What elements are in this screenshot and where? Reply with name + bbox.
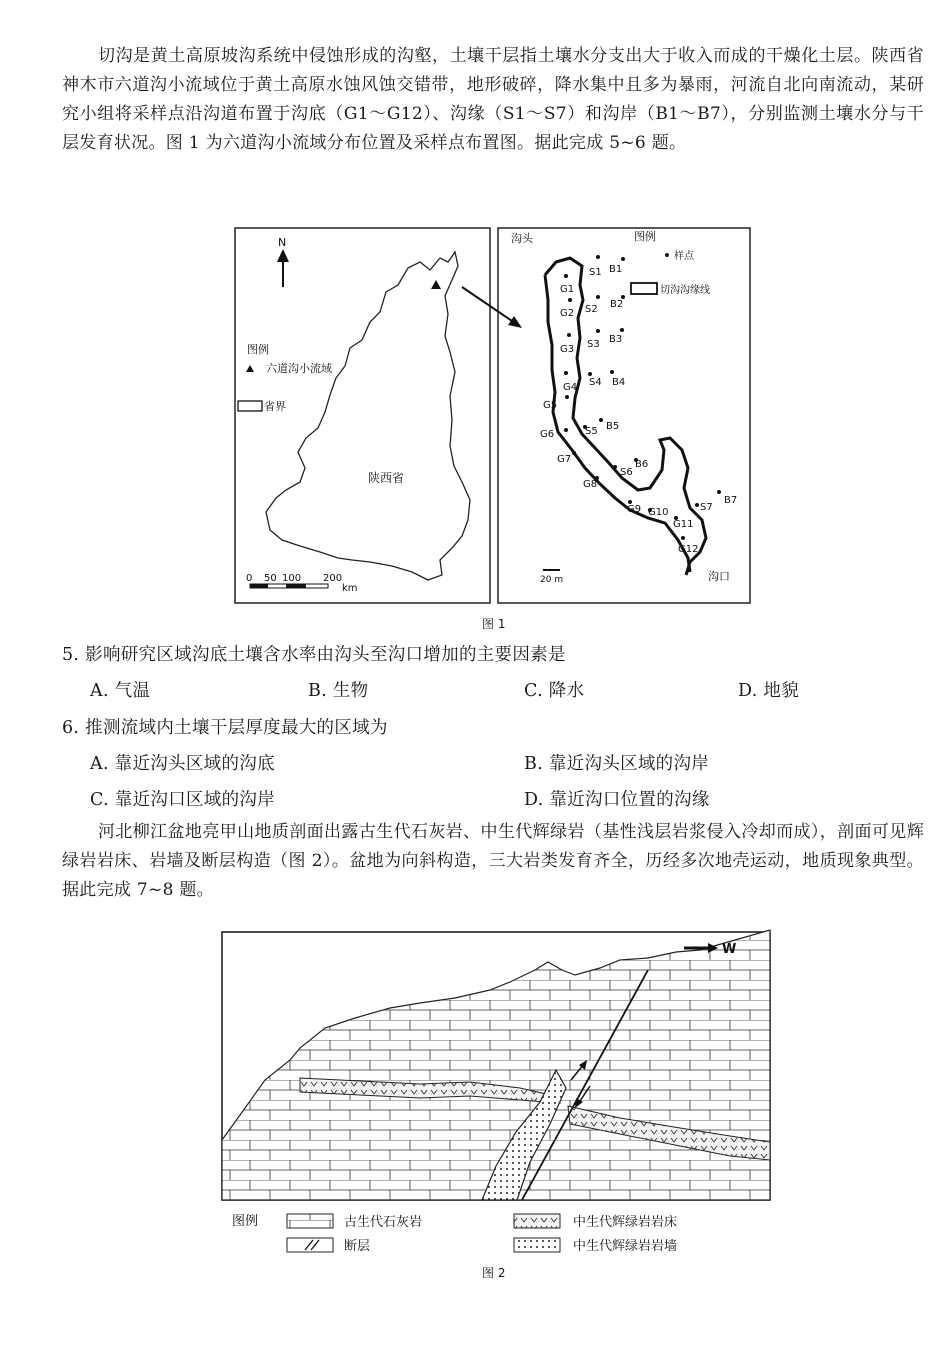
label-G5: G5	[543, 400, 558, 411]
passage-2: 河北柳江盆地亮甲山地质剖面出露古生代石灰岩、中生代辉绿岩（基性浅层岩浆侵入冷却而成），剖面可见辉绿岩岩床、岩墙及断层构造（图 2）。盆地为向斜构造，三大岩类发育齐全，历经多次地壳运动，地质现象典型。据此完成 7~8 题。	[62, 822, 924, 900]
label-G7: G7	[557, 454, 572, 465]
label-B6: B6	[635, 459, 649, 470]
gully-mouth-label: 沟口	[708, 570, 730, 583]
label-B5: B5	[606, 421, 620, 432]
figure-2	[0, 920, 950, 1300]
north-label: N	[278, 236, 287, 249]
gully-head-label: 沟头	[511, 232, 533, 245]
figure-2-caption: 图 2	[482, 1266, 506, 1280]
figure-1-right-panel	[498, 228, 750, 603]
legend-line-swatch	[631, 283, 657, 294]
legend-sill-swatch	[514, 1214, 560, 1228]
legend-title-left: 图例	[247, 343, 269, 356]
legend-fault-label: 断层	[344, 1239, 371, 1254]
legend-title-right: 图例	[634, 230, 656, 243]
legend-boundary-label: 省界	[264, 400, 286, 413]
legend-dike-swatch	[514, 1238, 560, 1252]
legend-title-fig2: 图例	[232, 1214, 259, 1229]
direction-label: W	[722, 942, 737, 957]
legend-limestone-label: 古生代石灰岩	[344, 1215, 423, 1230]
site-marker-icon	[431, 280, 441, 289]
q5-option-c[interactable]: C. 降水	[524, 681, 585, 701]
scale-label-100: 100	[282, 573, 302, 584]
shaanxi-outline	[266, 252, 470, 580]
label-G12: G12	[678, 544, 699, 555]
label-S1: S1	[589, 267, 602, 278]
legend-boundary-swatch	[238, 401, 262, 411]
label-S5: S5	[585, 426, 598, 437]
label-S3: S3	[587, 339, 600, 350]
q6-option-c[interactable]: C. 靠近沟口区域的沟岸	[90, 790, 275, 810]
scale-unit: km	[342, 583, 358, 594]
scale-label-200: 200	[323, 573, 343, 584]
legend-sill-label: 中生代辉绿岩岩床	[573, 1215, 678, 1230]
label-G3: G3	[560, 344, 575, 355]
label-G11: G11	[673, 519, 694, 530]
legend-point-label: 样点	[674, 251, 694, 262]
label-G10: G10	[648, 507, 669, 518]
scale-label-right: 20 m	[540, 575, 564, 585]
label-G2: G2	[560, 308, 575, 319]
legend-fault-swatch	[287, 1238, 333, 1252]
north-arrow-icon	[277, 249, 289, 287]
q5-option-b[interactable]: B. 生物	[308, 681, 369, 701]
q6-option-b[interactable]: B. 靠近沟头区域的沟岸	[524, 754, 710, 774]
label-G9: G9	[627, 504, 642, 515]
scale-bar-left	[250, 584, 328, 588]
legend-triangle-icon	[246, 365, 254, 372]
q5-option-d[interactable]: D. 地貌	[738, 681, 800, 701]
legend-dike-label: 中生代辉绿岩岩墙	[573, 1239, 678, 1254]
label-B4: B4	[612, 377, 626, 388]
scale-label-0: 0	[246, 573, 253, 584]
sample-points	[564, 255, 721, 540]
label-S7: S7	[700, 502, 713, 513]
label-B1: B1	[609, 264, 623, 275]
q6-option-d[interactable]: D. 靠近沟口位置的沟缘	[524, 790, 710, 810]
q5-option-a[interactable]: A. 气温	[90, 681, 151, 701]
label-B3: B3	[609, 334, 623, 345]
legend-line-label: 切沟沟缘线	[660, 285, 710, 296]
label-G6: G6	[540, 429, 555, 440]
legend-point-icon	[665, 253, 669, 257]
label-S2: S2	[585, 304, 598, 315]
question-6-stem: 6. 推测流域内土壤干层厚度最大的区域为	[62, 718, 388, 738]
label-G1: G1	[560, 284, 575, 295]
zoom-arrow	[462, 287, 522, 328]
label-B2: B2	[610, 299, 624, 310]
label-B7: B7	[724, 495, 738, 506]
legend-limestone-swatch	[287, 1214, 333, 1228]
label-S6: S6	[620, 467, 633, 478]
legend-site-label: 六道沟小流域	[266, 362, 332, 375]
passage-1: 切沟是黄土高原坡沟系统中侵蚀形成的沟壑，土壤干层指土壤水分支出大于收入而成的干燥化土层。陕西省神木市六道沟小流域位于黄土高原水蚀风蚀交错带，地形破碎，降水集中且多为暴雨，河流自北向南流动，某研究小组将采样点沿沟道布置于沟底（G1～G12）、沟缘（S1～S7）和沟岸（B1～B7），分别监测土壤水分与干层发育状况。图 1 为六道沟小流域分布位置及采样点布置图。据此完成 5~6 题。	[62, 46, 924, 153]
label-G8: G8	[583, 479, 598, 490]
figure-1-caption: 图 1	[482, 617, 506, 631]
figure-1	[0, 0, 950, 640]
scale-label-50: 50	[264, 573, 277, 584]
province-label: 陕西省	[368, 471, 405, 485]
label-S4: S4	[589, 377, 602, 388]
label-G4: G4	[563, 382, 578, 393]
q6-option-a[interactable]: A. 靠近沟头区域的沟底	[90, 754, 275, 774]
question-5-stem: 5. 影响研究区域沟底土壤含水率由沟头至沟口增加的主要因素是	[62, 645, 566, 665]
